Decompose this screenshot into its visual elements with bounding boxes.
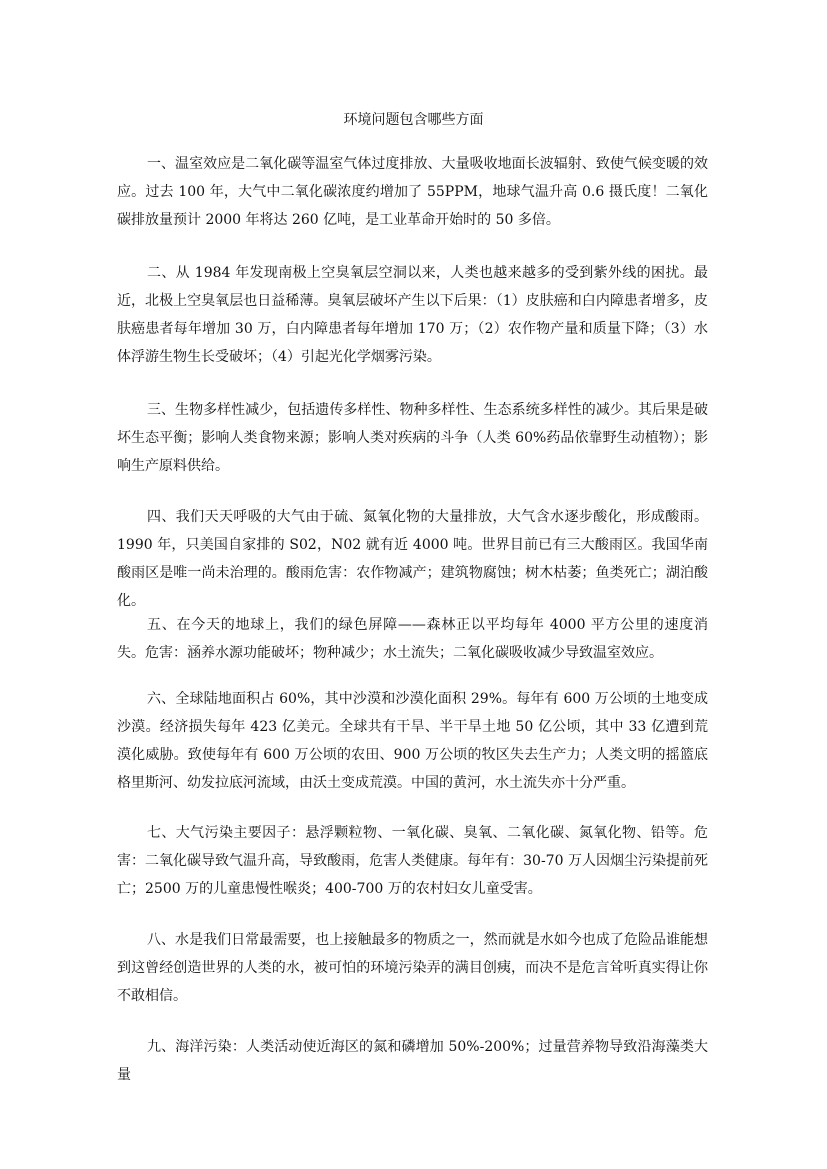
- paragraph-deforestation: 五、在今天的地球上，我们的绿色屏障——森林正以平均每年 4000 平方公里的速度消失。危害：涵养水源功能破坏；物种减少；水土流失；二氧化碳吸收减少导致温室效应。: [117, 617, 708, 661]
- paragraph-ozone-depletion: 二、从 1984 年发现南极上空臭氧层空洞以来，人类也越来越多的受到紫外线的困扰。最近，北极上空臭氧层也日益稀薄。臭氧层破坏产生以下后果：（1）皮肤癌和白内障患者增多，皮肤癌患者每年增加 30 万，白内障患者每年增加 170 万；（2）农作物产量和质量下降；（3）水体浮游生物生长受破坏；（4）引起光化学烟雾污染。: [117, 265, 708, 365]
- paragraph-desertification: 六、全球陆地面积占 60%，其中沙漠和沙漠化面积 29%。每年有 600 万公顷的土地变成沙漠。经济损失每年 423 亿美元。全球共有干旱、半干旱土地 50 亿公顷，其中 33 亿遭到荒漠化威胁。致使每年有 600 万公顷的农田、900 万公顷的牧区失去生产力；人类文明的摇篮底格里斯河、幼发拉底河流域，由沃土变成荒漠。中国的黄河，水土流失亦十分严重。: [117, 691, 708, 791]
- paragraph-greenhouse-effect: 一、温室效应是二氧化碳等温室气体过度排放、大量吸收地面长波辐射、致使气候变暖的效应。过去 100 年，大气中二氧化碳浓度约增加了 55PPM，地球气温升高 0.6 摄氏度！二氧化碳排放量预计 2000 年将达 260 亿吨，是工业革命开始时的 50 多倍。: [117, 156, 708, 228]
- paragraph-acid-rain: 四、我们天天呼吸的大气由于硫、氮氧化物的大量排放，大气含水逐步酸化，形成酸雨。1990 年，只美国自家排的 S02，N02 就有近 4000 吨。世界目前已有三大酸雨区。我国华南酸雨区是唯一尚未治理的。酸雨危害：农作物减产；建筑物腐蚀；树木枯萎；鱼类死亡；湖泊酸化。: [117, 509, 708, 609]
- paragraph-air-pollution: 七、大气污染主要因子：悬浮颗粒物、一氧化碳、臭氧、二氧化碳、氮氧化物、铅等。危害：二氧化碳导致气温升高，导致酸雨，危害人类健康。每年有：30-70 万人因烟尘污染提前死亡；2500 万的儿童患慢性喉炎；400-700 万的农村妇女儿童受害。: [117, 825, 708, 897]
- paragraph-biodiversity-loss: 三、生物多样性减少，包括遗传多样性、物种多样性、生态系统多样性的减少。其后果是破坏生态平衡；影响人类食物来源；影响人类对疾病的斗争（人类 60%药品依靠野生动植物）；影响生产原料供给。: [117, 402, 708, 474]
- document-title: 环境问题包含哪些方面: [343, 112, 484, 128]
- paragraph-water-pollution: 八、水是我们日常最需要，也上接触最多的物质之一，然而就是水如今也成了危险品谁能想到这曾经创造世界的人类的水，被可怕的环境污染弄的满目创痍，而决不是危言耸听真实得让你不敢相信。: [117, 932, 708, 1004]
- paragraph-ocean-pollution: 九、海洋污染：人类活动使近海区的氮和磷增加 50%-200%；过量营养物导致沿海藻类大量: [117, 1039, 708, 1083]
